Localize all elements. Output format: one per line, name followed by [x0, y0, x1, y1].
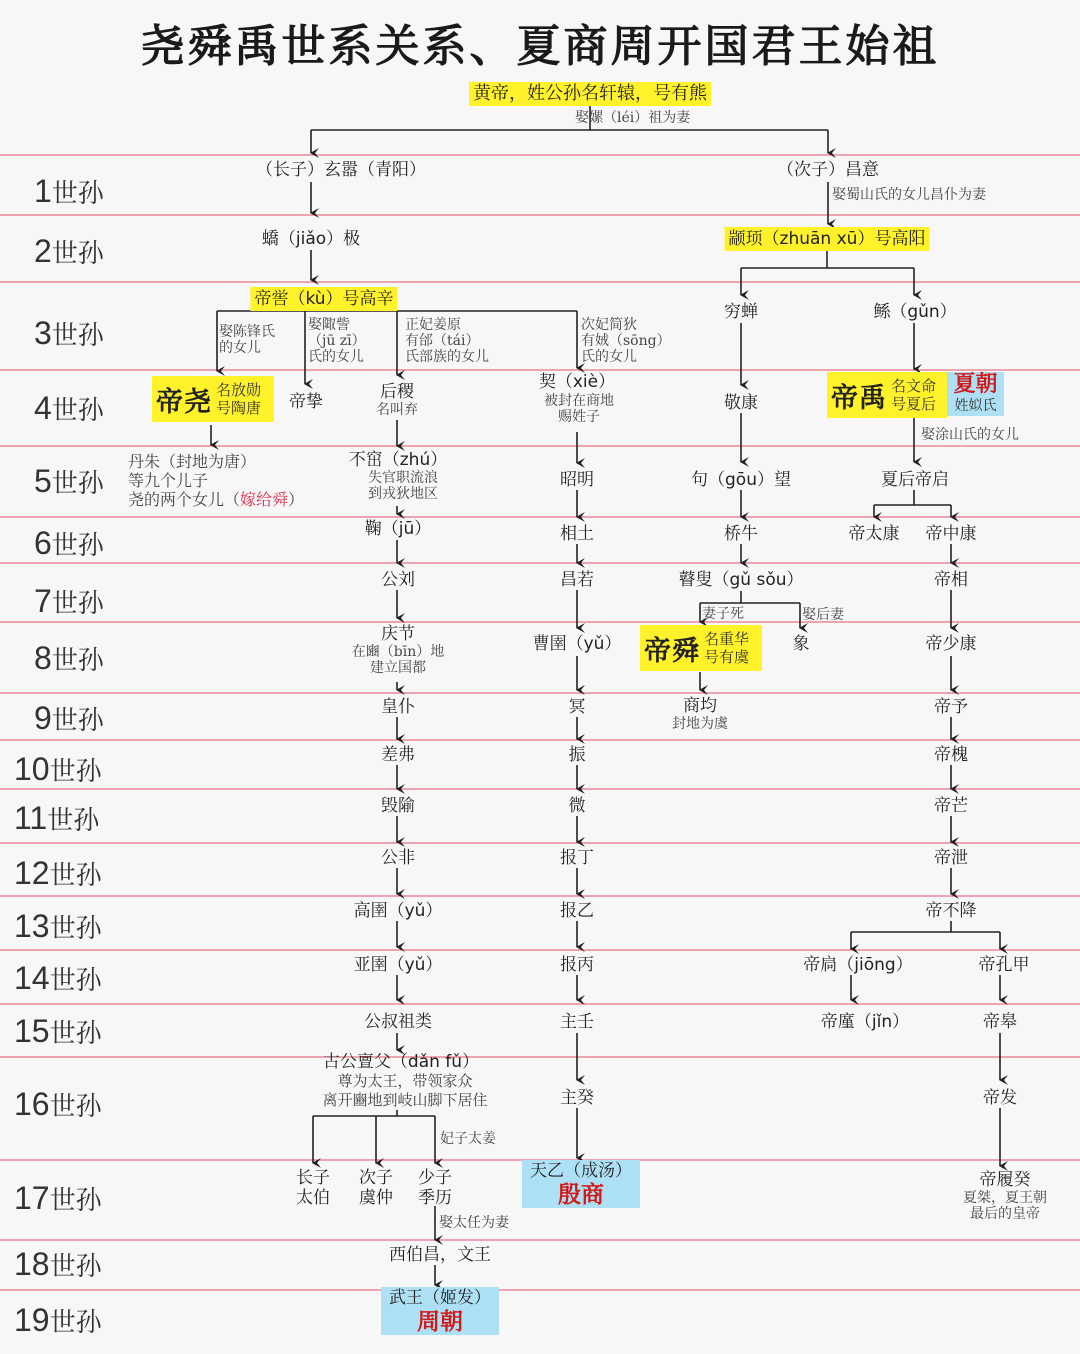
- generation-label: 6世孙: [34, 525, 104, 561]
- houji-note: 名叫弃: [376, 402, 418, 418]
- node-dijiong: 帝扃（jiōng）: [803, 955, 913, 975]
- generation-label: 1世孙: [34, 173, 104, 209]
- node-gongshuzulei: 公叔祖类: [364, 1012, 432, 1032]
- node-zhongkang: 帝中康: [925, 524, 977, 544]
- node-zhaoming: 昭明: [560, 470, 594, 490]
- node-dijin: 帝廑（jǐn）: [820, 1012, 910, 1032]
- tairen-note: 娶太任为妻: [439, 1215, 509, 1231]
- node-dibujiang: 帝不降: [925, 901, 977, 921]
- node-taibo: 长子 太伯: [296, 1168, 330, 1208]
- node-qi: 夏后帝启: [881, 470, 949, 490]
- buku-note: 失官职流浪 到戎狄地区: [368, 470, 438, 502]
- node-houji: 后稷: [380, 382, 414, 402]
- node-goumang: 句（gōu）望: [691, 470, 791, 490]
- badge-xia-dynasty: 夏朝 姓姒氏: [947, 372, 1004, 416]
- generation-label: 10世孙: [14, 751, 102, 787]
- node-zhen: 振: [568, 745, 586, 765]
- node-zhuren: 主壬: [560, 1012, 594, 1032]
- node-gaoyu: 高圉（yǔ）: [353, 901, 443, 921]
- wife-jiandi: 次妃简狄 有娀（sōng） 氏的女儿: [581, 317, 671, 365]
- node-huangpu: 皇仆: [381, 697, 415, 717]
- node-wuwang: 武王（姬发） 周朝: [381, 1287, 499, 1335]
- node-qiaoniu: 桥牛: [724, 524, 758, 544]
- gugong-note: 尊为太王，带领家众 离开豳地到岐山脚下居住: [322, 1072, 488, 1109]
- generation-label: 11世孙: [14, 800, 100, 836]
- generation-label: 9世孙: [34, 700, 104, 736]
- node-baobing: 报丙: [560, 955, 594, 975]
- generation-label: 19世孙: [14, 1302, 102, 1338]
- node-xiangtu: 相土: [560, 524, 594, 544]
- wife-juzi: 娶陬訾 （jū zī） 氏的女儿: [308, 317, 366, 365]
- generation-label: 8世孙: [34, 640, 104, 676]
- generation-label: 12世孙: [14, 855, 102, 891]
- node-ming: 冥: [568, 697, 586, 717]
- shangjun-note: 封地为虞: [672, 716, 728, 732]
- node-gugong: 古公亶父（dǎn fǔ）: [322, 1052, 480, 1072]
- generation-label: 15世孙: [14, 1013, 102, 1049]
- node-gongfei: 公非: [381, 848, 415, 868]
- node-dikongjia: 帝孔甲: [978, 955, 1030, 975]
- node-tianyi: 天乙（成汤） 殷商: [522, 1160, 640, 1208]
- node-xibochang: 西伯昌，文王: [389, 1245, 491, 1265]
- generation-label: 2世孙: [34, 233, 104, 269]
- node-huiyu: 毁隃: [381, 796, 415, 816]
- node-shaokang: 帝少康: [925, 634, 977, 654]
- node-taikang: 帝太康: [848, 524, 900, 544]
- wife-chenfeng: 娶陈锋氏 的女儿: [219, 324, 275, 356]
- node-qiongchan: 穷蝉: [724, 302, 758, 322]
- node-dizhu: 帝予: [934, 697, 968, 717]
- node-dizhi: 帝挚: [289, 392, 323, 412]
- node-dixiang: 帝相: [934, 570, 968, 590]
- node-zhuanxu: 颛顼（zhuān xū）号高阳: [725, 227, 930, 251]
- wife-died-note: 妻子死: [702, 606, 744, 622]
- xie-note: 被封在商地 赐姓子: [544, 393, 614, 425]
- node-dishun: 帝舜 名重华 号有虞: [640, 625, 762, 671]
- node-dimang: 帝芒: [934, 796, 968, 816]
- node-ju: 鞠（jū）: [364, 519, 432, 539]
- node-baoding: 报丁: [560, 848, 594, 868]
- generation-label: 14世孙: [14, 960, 102, 996]
- node-yuzhong: 次子 虞仲: [359, 1168, 393, 1208]
- node-gun: 鲧（gǔn）: [873, 302, 957, 322]
- node-diku: 帝喾（kù）号高辛: [250, 287, 397, 311]
- node-chafu: 差弗: [381, 745, 415, 765]
- wife-jiangyuan: 正妃姜原 有邰（tái） 氏部族的女儿: [405, 317, 489, 365]
- node-danzhu: 丹朱（封地为唐） 等九个儿子 尧的两个女儿（嫁给舜）: [128, 452, 305, 509]
- node-zhugui: 主癸: [560, 1088, 594, 1108]
- huangdi-wife-note: 娶嫘（léi）祖为妻: [575, 110, 691, 126]
- dilvgui-note: 夏桀，夏王朝 最后的皇帝: [963, 1190, 1047, 1222]
- node-digao: 帝皋: [983, 1012, 1017, 1032]
- page-title: 尧舜禹世系关系、夏商周开国君王始祖: [140, 21, 940, 72]
- node-qingjie: 庆节: [381, 624, 415, 644]
- node-diyao: 帝尧 名放勋 号陶唐: [152, 376, 274, 422]
- generation-label: 7世孙: [34, 583, 104, 619]
- node-gusou: 瞽叟（gǔ sǒu）: [678, 570, 804, 590]
- generation-label: 17世孙: [14, 1180, 102, 1216]
- node-xuanxiao: （长子）玄嚣（青阳）: [256, 160, 426, 180]
- node-buku: 不窋（zhú）: [348, 450, 448, 470]
- qingjie-note: 在豳（bīn）地 建立国都: [351, 644, 445, 676]
- node-dihuai: 帝槐: [934, 745, 968, 765]
- node-caoyu: 曹圉（yǔ）: [532, 634, 622, 654]
- generation-label: 4世孙: [34, 390, 104, 426]
- generation-label: 16世孙: [14, 1086, 102, 1122]
- remarry-note: 娶后妻: [802, 607, 844, 623]
- node-jili: 少子 季历: [418, 1168, 452, 1208]
- node-baoyi: 报乙: [560, 901, 594, 921]
- node-diyu: 帝禹 名文命 号夏后: [827, 372, 947, 418]
- changyi-wife-note: 娶蜀山氏的女儿昌仆为妻: [832, 187, 986, 203]
- node-xie: 契（xiè）: [538, 372, 616, 392]
- node-dixie: 帝泄: [934, 848, 968, 868]
- yu-wife-note: 娶涂山氏的女儿: [921, 427, 1019, 443]
- generation-label: 3世孙: [34, 315, 104, 351]
- generation-label: 18世孙: [14, 1246, 102, 1282]
- generation-label: 13世孙: [14, 908, 102, 944]
- node-xiang: 象: [792, 634, 810, 654]
- node-jingkang: 敬康: [724, 393, 758, 413]
- generation-label: 5世孙: [34, 463, 104, 499]
- node-shangjun: 商均: [683, 696, 717, 716]
- node-huangdi: 黄帝，姓公孙名轩辕，号有熊: [469, 82, 711, 106]
- node-gongliu: 公刘: [381, 570, 415, 590]
- node-wei: 微: [568, 796, 586, 816]
- taijiang-note: 妃子太姜: [440, 1131, 496, 1147]
- node-dilvgui: 帝履癸: [979, 1170, 1031, 1190]
- node-changyi: （次子）昌意: [777, 160, 879, 180]
- node-jiaoji: 蟜（jiǎo）极: [261, 229, 361, 249]
- node-yayu: 亚圉（yǔ）: [353, 955, 443, 975]
- node-changruo: 昌若: [560, 570, 594, 590]
- node-difa: 帝发: [983, 1088, 1017, 1108]
